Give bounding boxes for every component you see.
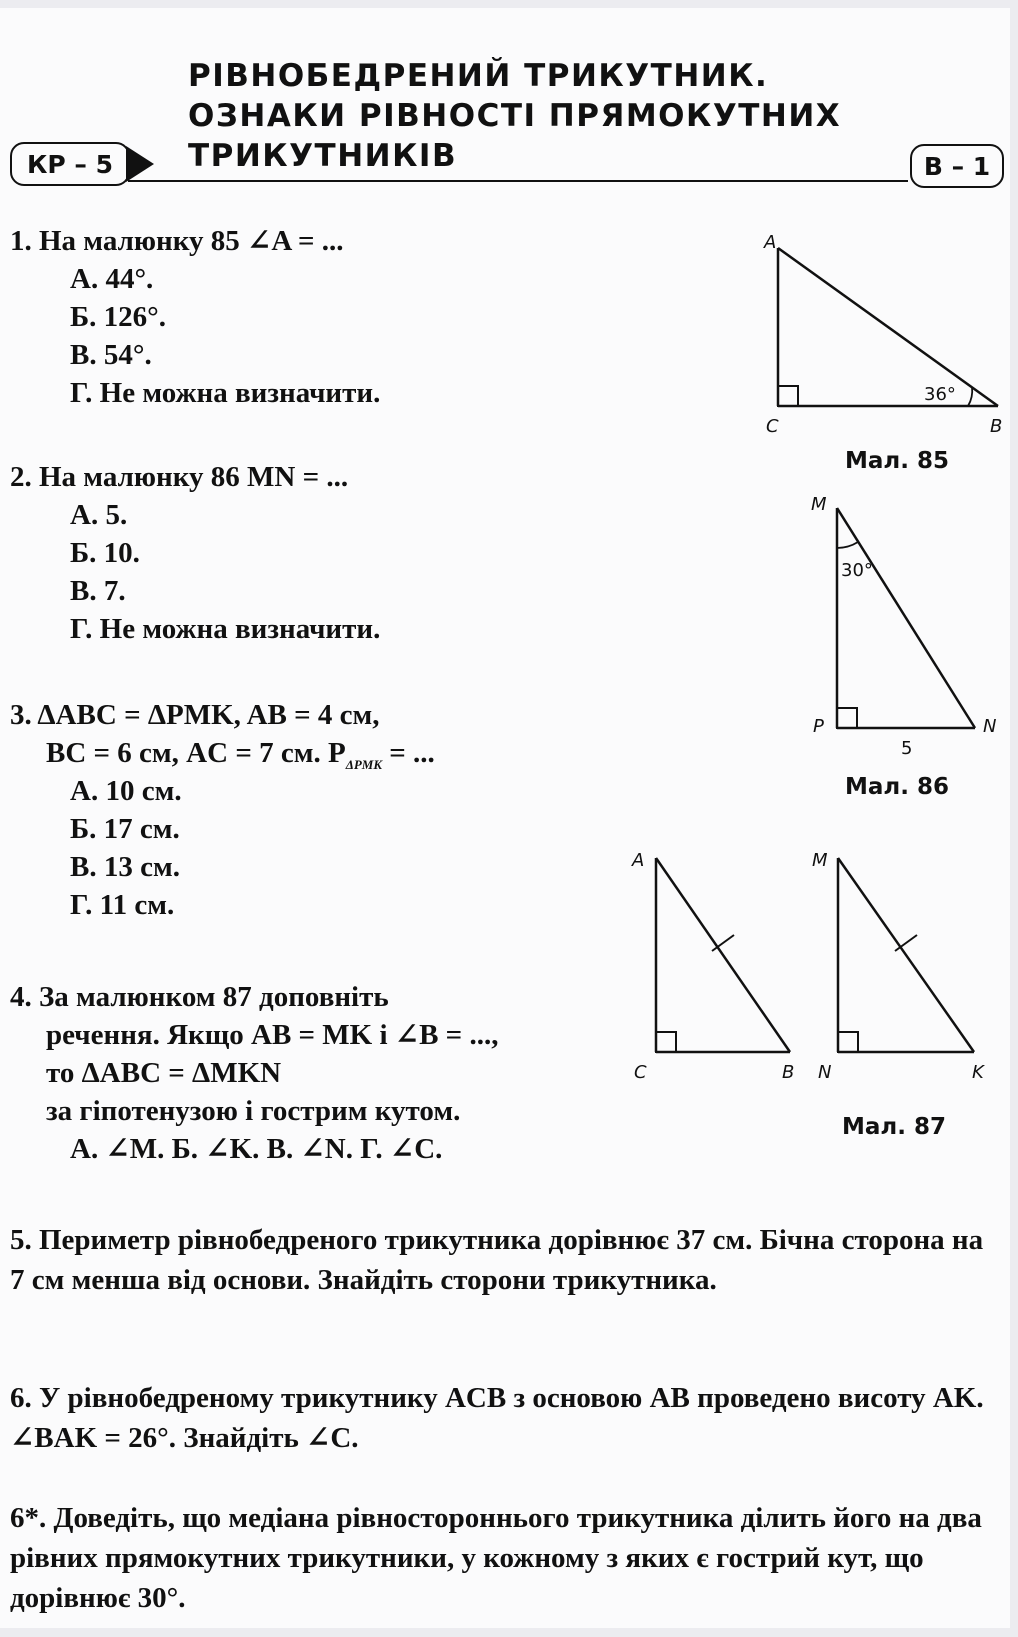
side-ab	[778, 248, 998, 406]
question-text: У рівнобедреному трикутнику ACB з основою AB проведено висоту AK. ∠BAK = 26°. Знайдіть ∠C.	[10, 1382, 984, 1454]
header-rule	[128, 180, 908, 182]
figure-86	[805, 494, 1015, 759]
question-2	[10, 458, 348, 496]
vertex-label-c: C	[766, 416, 779, 437]
question-text: Периметр рівнобедреного трикутника дорівнює 37 см. Бічна сторона на 7 см менша від основи. Знайдіть сторони трикутника.	[10, 1224, 984, 1296]
question-5	[10, 1220, 1000, 1300]
arrow-icon	[126, 146, 154, 182]
figure-85	[750, 228, 1010, 438]
figure-87	[630, 842, 1010, 1083]
figure-86-caption: Мал. 86	[845, 774, 950, 800]
title-line-1: РІВНОБЕДРЕНИЙ ТРИКУТНИК.	[188, 58, 769, 94]
question-number: 4.	[10, 981, 32, 1013]
vertex-label-a: A	[764, 232, 777, 253]
angle-label: 36°	[924, 384, 956, 405]
side-ab	[656, 858, 790, 1052]
q1-option-b: Б. 126°.	[70, 301, 167, 333]
variant-badge: В – 1	[910, 144, 1004, 188]
side-mk	[838, 858, 974, 1052]
worksheet	[0, 8, 1010, 1628]
q2-option-c: В. 7.	[70, 575, 126, 607]
q2-option-b: Б. 10.	[70, 537, 140, 569]
question-line-1: За малюнком 87 доповніть	[39, 981, 389, 1013]
q2-option-a: А. 5.	[70, 499, 128, 531]
vertex-label-c: C	[634, 1062, 647, 1083]
q1-option-d: Г. Не можна визначити.	[70, 377, 381, 409]
vertex-label-k: K	[972, 1062, 984, 1083]
vertex-label-b: B	[990, 416, 1003, 437]
side-mn	[837, 508, 975, 728]
question-4-line-3: то ΔABC = ΔMKN	[46, 1057, 282, 1089]
question-number: 5.	[10, 1224, 32, 1256]
q1-option-c: В. 54°.	[70, 339, 152, 371]
angle-label: 30°	[841, 560, 873, 581]
q3-option-d: Г. 11 см.	[70, 889, 175, 921]
question-text: На малюнку 86 MN = ...	[39, 461, 349, 493]
question-number: 6*.	[10, 1502, 47, 1534]
question-1	[10, 222, 343, 260]
vertex-label-b: B	[782, 1062, 795, 1083]
right-angle-mark	[778, 386, 798, 406]
q3-line2-end: = ...	[382, 737, 435, 769]
question-text: На малюнку 85 ∠A = ...	[39, 225, 344, 257]
right-angle-mark	[656, 1032, 676, 1052]
title-line-2: ОЗНАКИ РІВНОСТІ ПРЯМОКУТНИХ	[188, 98, 842, 134]
question-3	[10, 696, 380, 734]
q3-option-b: Б. 17 см.	[70, 813, 180, 845]
vertex-label-m: M	[812, 850, 828, 871]
q3-option-a: А. 10 см.	[70, 775, 182, 807]
question-number: 2.	[10, 461, 32, 493]
q4-options: А. ∠M. Б. ∠K. В. ∠N. Г. ∠C.	[70, 1133, 443, 1165]
figure-87-caption: Мал. 87	[842, 1114, 947, 1140]
figure-85-caption: Мал. 85	[845, 448, 950, 474]
right-angle-mark	[837, 708, 857, 728]
side-label: 5	[901, 738, 913, 759]
vertex-label-m: M	[811, 494, 827, 515]
question-text: Доведіть, що медіана рівностороннього трикутника ділить його на два рівних прямокутних трикутники, у кожному з яких є гострий кут, що дорівнює 30°.	[10, 1502, 982, 1614]
q1-option-a: А. 44°.	[70, 263, 154, 295]
q2-option-d: Г. Не можна визначити.	[70, 613, 381, 645]
vertex-label-n: N	[818, 1062, 832, 1083]
right-angle-mark	[838, 1032, 858, 1052]
vertex-label-p: P	[813, 716, 824, 737]
q3-option-c: В. 13 см.	[70, 851, 180, 883]
question-number: 1.	[10, 225, 32, 257]
question-number: 3.	[10, 699, 32, 731]
question-4-line-4: за гіпотенузою і гострим кутом.	[46, 1095, 461, 1127]
title-line-3: ТРИКУТНИКІВ	[188, 138, 458, 174]
question-6	[10, 1378, 1000, 1458]
q3-line2-main: BC = 6 см, AC = 7 см. P	[46, 737, 346, 769]
question-number: 6.	[10, 1382, 32, 1414]
angle-arc	[968, 387, 972, 406]
angle-arc	[837, 542, 858, 548]
work-code-badge: КР – 5	[10, 142, 130, 186]
q3-subscript: ΔPMK	[345, 756, 383, 772]
question-4	[10, 978, 389, 1016]
question-4-line-2: речення. Якщо AB = MK і ∠B = ...,	[46, 1019, 499, 1051]
question-6-star	[10, 1498, 1000, 1618]
vertex-label-n: N	[983, 716, 997, 737]
vertex-label-a: A	[632, 850, 645, 871]
question-line-1: ΔABC = ΔPMK, AB = 4 см,	[37, 699, 380, 731]
